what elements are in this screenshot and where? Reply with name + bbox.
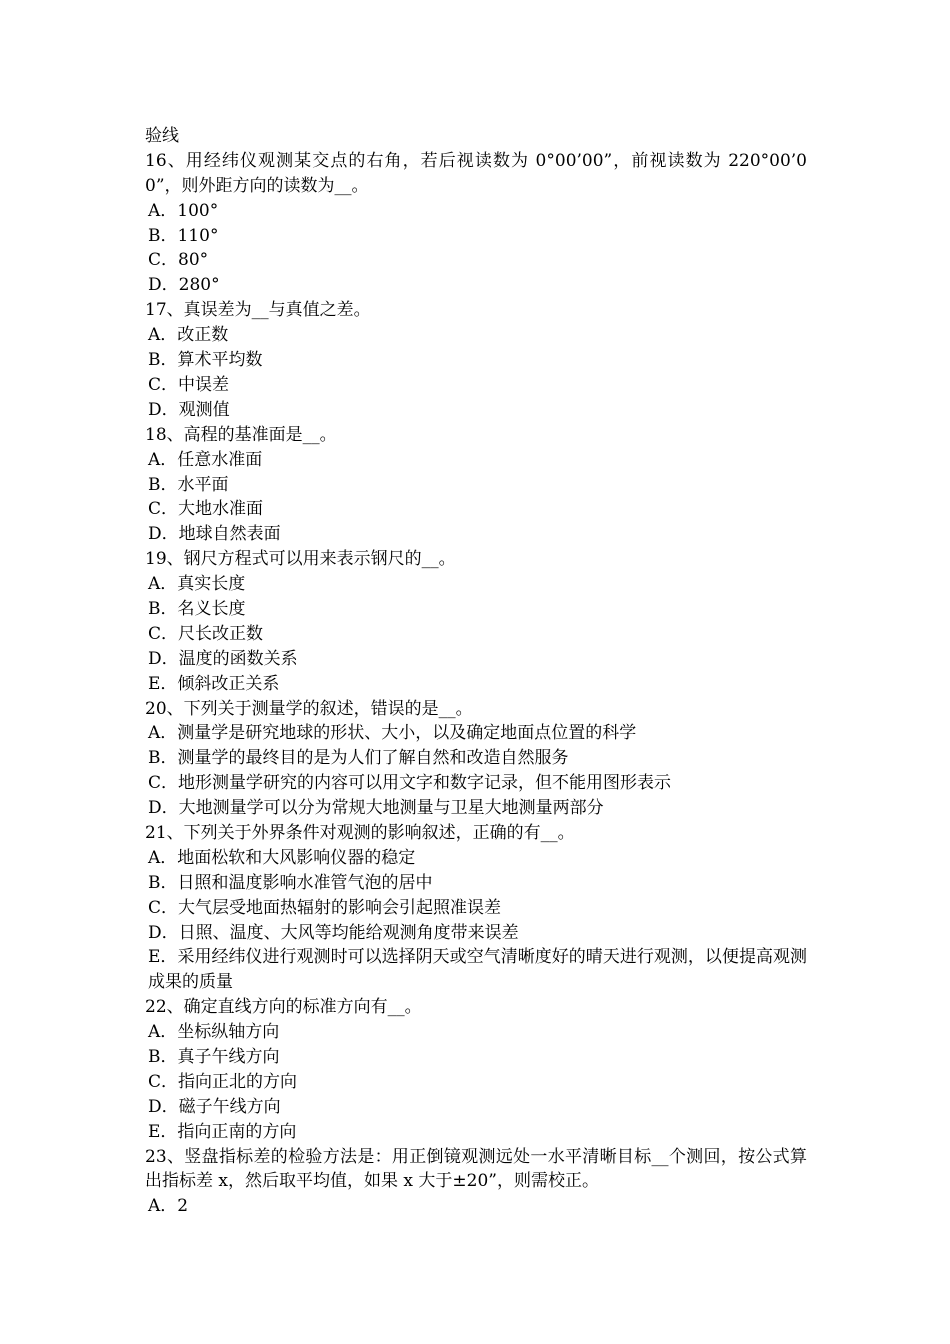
q19-option-a: A．真实长度 xyxy=(148,574,246,595)
q18-option-b: B．水平面 xyxy=(148,474,229,495)
q16-option-c: C．80° xyxy=(148,250,209,271)
q22-option-c: C．指向正北的方向 xyxy=(148,1071,298,1092)
q21-option-d: D．日照、温度、大风等均能给观测角度带来误差 xyxy=(148,922,519,943)
q17-option-c: C．中误差 xyxy=(148,374,230,395)
q21-option-c: C．大气层受地面热辐射的影响会引起照准误差 xyxy=(148,897,502,918)
q23-option-a: A．2 xyxy=(148,1196,189,1217)
question-16: 16、用经纬仪观测某交点的右角，若后视读数为 0°00’00”，前视读数为 220°00’00”，则外距方向的读数为__。 xyxy=(145,150,807,196)
q16-option-a: A．100° xyxy=(148,200,219,221)
q20-option-d: D．大地测量学可以分为常规大地测量与卫星大地测量两部分 xyxy=(148,798,604,819)
q17-option-d: D．观测值 xyxy=(148,399,230,420)
q22-option-b: B．真子午线方向 xyxy=(148,1047,280,1068)
question-22: 22、确定直线方向的标准方向有__。 xyxy=(145,997,422,1018)
q21-option-a: A．地面松软和大风影响仪器的稳定 xyxy=(148,847,416,868)
q17-option-b: B．算术平均数 xyxy=(148,350,263,371)
q18-option-a: A．任意水准面 xyxy=(148,449,263,470)
q19-option-c: C．尺长改正数 xyxy=(148,623,264,644)
q16-option-b: B．110° xyxy=(148,225,219,246)
q20-option-b: B．测量学的最终目的是为人们了解自然和改造自然服务 xyxy=(148,748,569,769)
question-21: 21、下列关于外界条件对观测的影响叙述，正确的有__。 xyxy=(145,822,575,843)
q18-option-c: C．大地水准面 xyxy=(148,499,264,520)
question-17: 17、真误差为__与真值之差。 xyxy=(145,300,371,321)
q18-option-d: D．地球自然表面 xyxy=(148,524,281,545)
q22-option-d: D．磁子午线方向 xyxy=(148,1096,281,1117)
question-20: 20、下列关于测量学的叙述，错误的是__。 xyxy=(145,698,473,719)
q20-option-a: A．测量学是研究地球的形状、大小，以及确定地面点位置的科学 xyxy=(148,723,637,744)
q19-option-e: E．倾斜改正关系 xyxy=(148,673,280,694)
question-19: 19、钢尺方程式可以用来表示钢尺的__。 xyxy=(145,549,456,570)
q20-option-c: C．地形测量学研究的内容可以用文字和数字记录，但不能用图形表示 xyxy=(148,773,672,794)
q19-option-b: B．名义长度 xyxy=(148,598,246,619)
q21-option-b: B．日照和温度影响水准管气泡的居中 xyxy=(148,872,433,893)
q22-option-a: A．坐标纵轴方向 xyxy=(148,1022,280,1043)
q22-option-e: E．指向正南的方向 xyxy=(148,1121,297,1142)
question-18: 18、高程的基准面是__。 xyxy=(145,424,337,445)
q17-option-a: A．改正数 xyxy=(148,325,229,346)
document-page xyxy=(145,124,807,1219)
q21-option-e: E．采用经纬仪进行观测时可以选择阴天或空气清晰度好的晴天进行观测，以便提高观测成果的质量 xyxy=(148,947,807,993)
q19-option-d: D．温度的函数关系 xyxy=(148,648,298,669)
question-23: 23、竖盘指标差的检验方法是：用正倒镜观测远处一水平清晰目标__个测回，按公式算出指标差 x，然后取平均值，如果 x 大于±20”，则需校正。 xyxy=(145,1146,807,1192)
top-fragment: 验线 xyxy=(145,126,179,146)
q16-option-d: D．280° xyxy=(148,275,220,296)
